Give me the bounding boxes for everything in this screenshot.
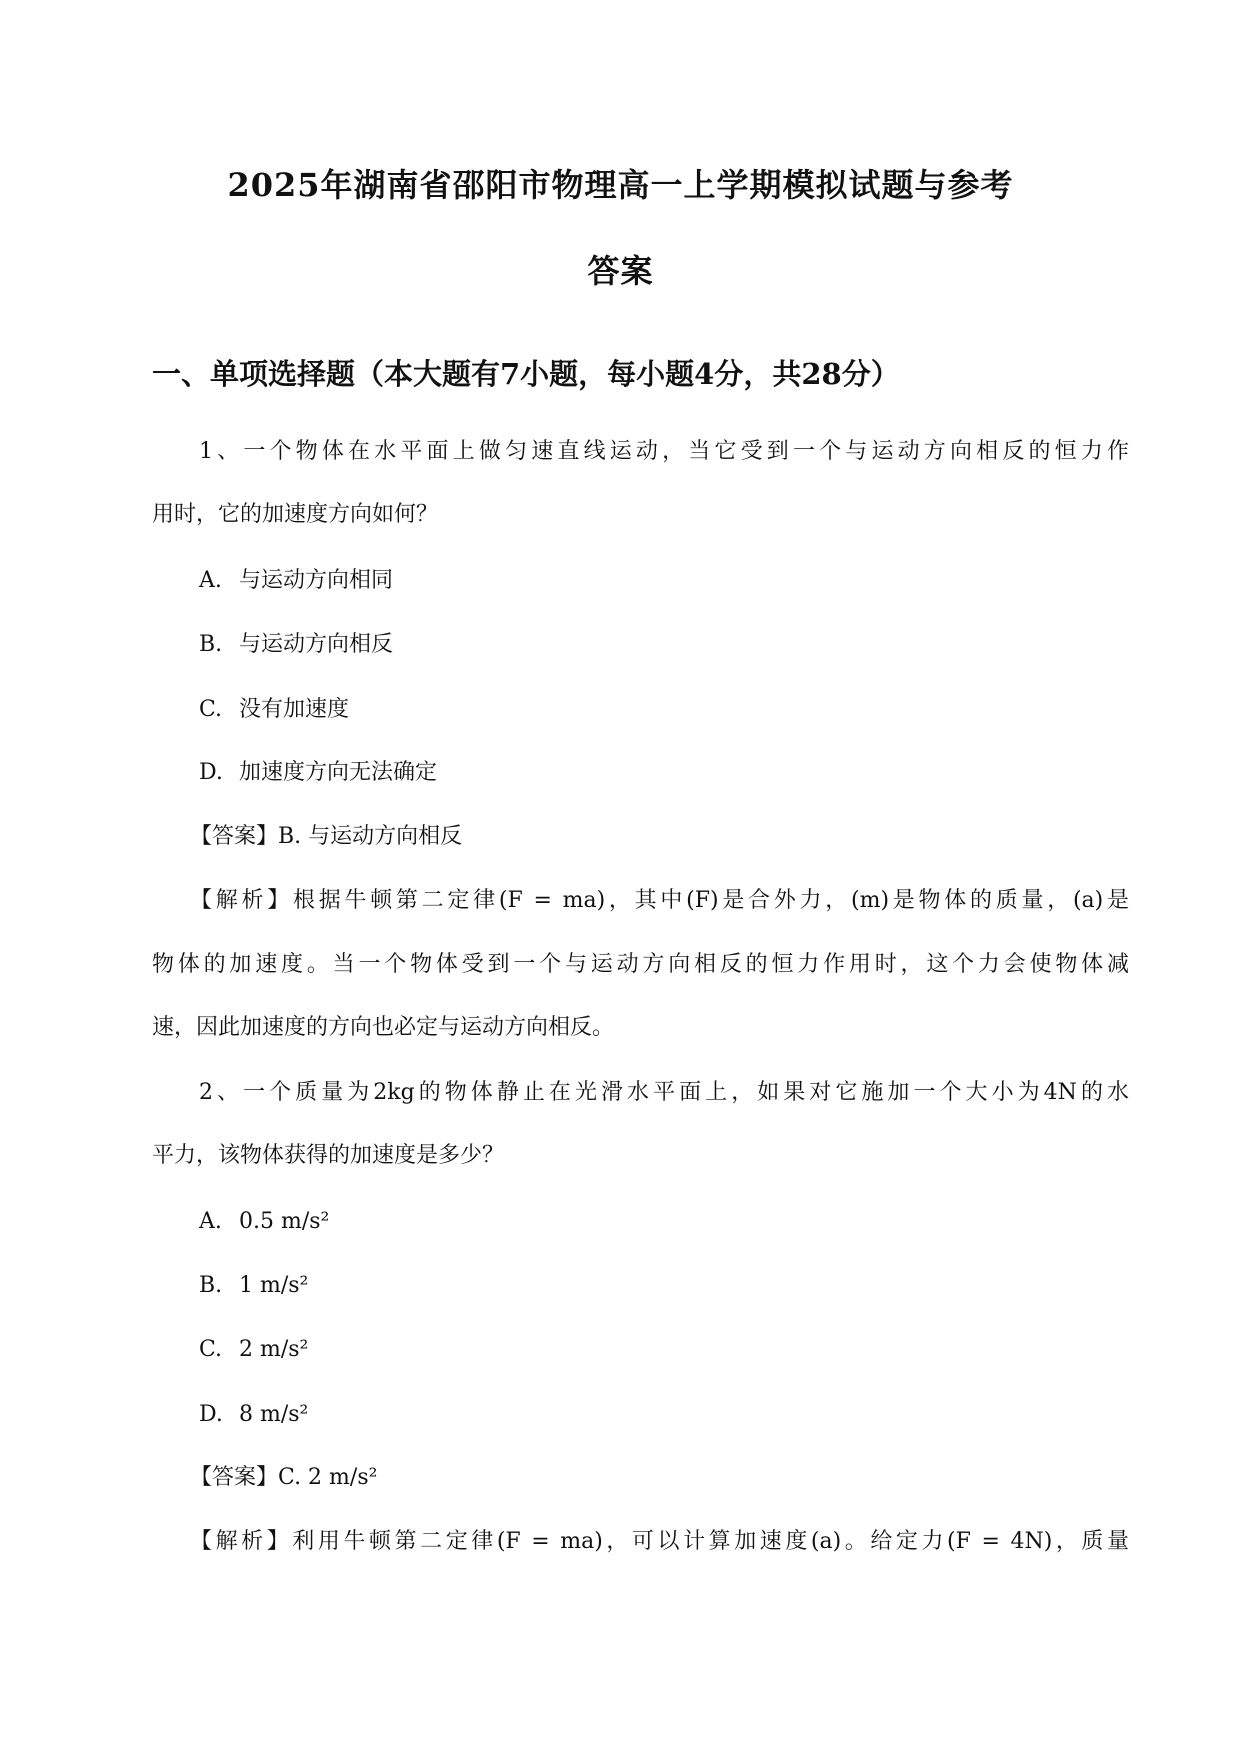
option-text: 2 m/s²: [239, 1337, 309, 1362]
option-letter: D.: [199, 1402, 223, 1427]
section-heading: 一、单项选择题（本大题有7小题，每小题4分，共28分）: [152, 357, 900, 391]
question-1-analysis-line-3: 速，因此加速度的方向也必定与运动方向相反。: [152, 1015, 615, 1040]
option-letter: B.: [199, 632, 223, 657]
option-letter: A.: [199, 568, 222, 593]
answer-label: 【答案】: [190, 1465, 279, 1490]
option-text: 与运动方向相反: [239, 632, 394, 657]
question-1-option-b: [199, 630, 393, 660]
question-1-option-a: [199, 566, 393, 596]
question-1-option-c: [199, 695, 349, 725]
answer-label: 【答案】: [190, 824, 279, 849]
question-2-option-c: [199, 1335, 308, 1365]
option-letter: B.: [199, 1273, 223, 1298]
analysis-label: 【解析】: [190, 888, 293, 913]
analysis-label: 【解析】: [190, 1529, 293, 1554]
option-letter: C.: [199, 1337, 223, 1362]
question-2-option-a: [199, 1207, 329, 1237]
question-2-answer: [190, 1463, 377, 1493]
question-2-stem-line-2: 平力，该物体获得的加速度是多少？: [152, 1143, 505, 1168]
option-text: 1 m/s²: [239, 1273, 309, 1298]
option-text: 没有加速度: [239, 697, 350, 722]
option-text: 0.5 m/s²: [239, 1209, 330, 1234]
question-1-answer: [190, 822, 462, 852]
answer-text: C. 2 m/s²: [278, 1465, 378, 1490]
option-text: 8 m/s²: [239, 1402, 309, 1427]
question-1-stem-line-1: 1、一个物体在水平面上做匀速直线运动，当它受到一个与运动方向相反的恒力作: [199, 439, 1129, 464]
question-2-analysis-line-1: [190, 1527, 1129, 1557]
option-text: 与运动方向相同: [239, 568, 394, 593]
document-title-line-2: 答案: [587, 252, 654, 290]
question-2-option-b: [199, 1271, 308, 1301]
analysis-text: 利用牛顿第二定律(F = ma)，可以计算加速度(a)。给定力(F = 4N)，质量: [292, 1529, 1129, 1554]
option-text: 加速度方向无法确定: [239, 760, 438, 785]
question-1-analysis-line-2: 物体的加速度。当一个物体受到一个与运动方向相反的恒力作用时，这个力会使物体减: [152, 952, 1129, 977]
question-1-stem-line-2: 用时，它的加速度方向如何？: [152, 502, 439, 527]
question-1-analysis-line-1: [190, 886, 1129, 916]
question-2-stem-line-1: 2、一个质量为2kg的物体静止在光滑水平面上，如果对它施加一个大小为4N的水: [199, 1080, 1129, 1105]
question-1-option-d: [199, 758, 437, 788]
option-letter: D.: [199, 760, 223, 785]
answer-text: B. 与运动方向相反: [278, 824, 463, 849]
option-letter: C.: [199, 697, 223, 722]
analysis-text: 根据牛顿第二定律(F = ma)，其中(F)是合外力，(m)是物体的质量，(a)是: [292, 888, 1129, 913]
option-letter: A.: [199, 1209, 222, 1234]
document-title-line-1: 2025年湖南省邵阳市物理高一上学期模拟试题与参考: [227, 166, 1014, 204]
question-2-option-d: [199, 1400, 308, 1430]
